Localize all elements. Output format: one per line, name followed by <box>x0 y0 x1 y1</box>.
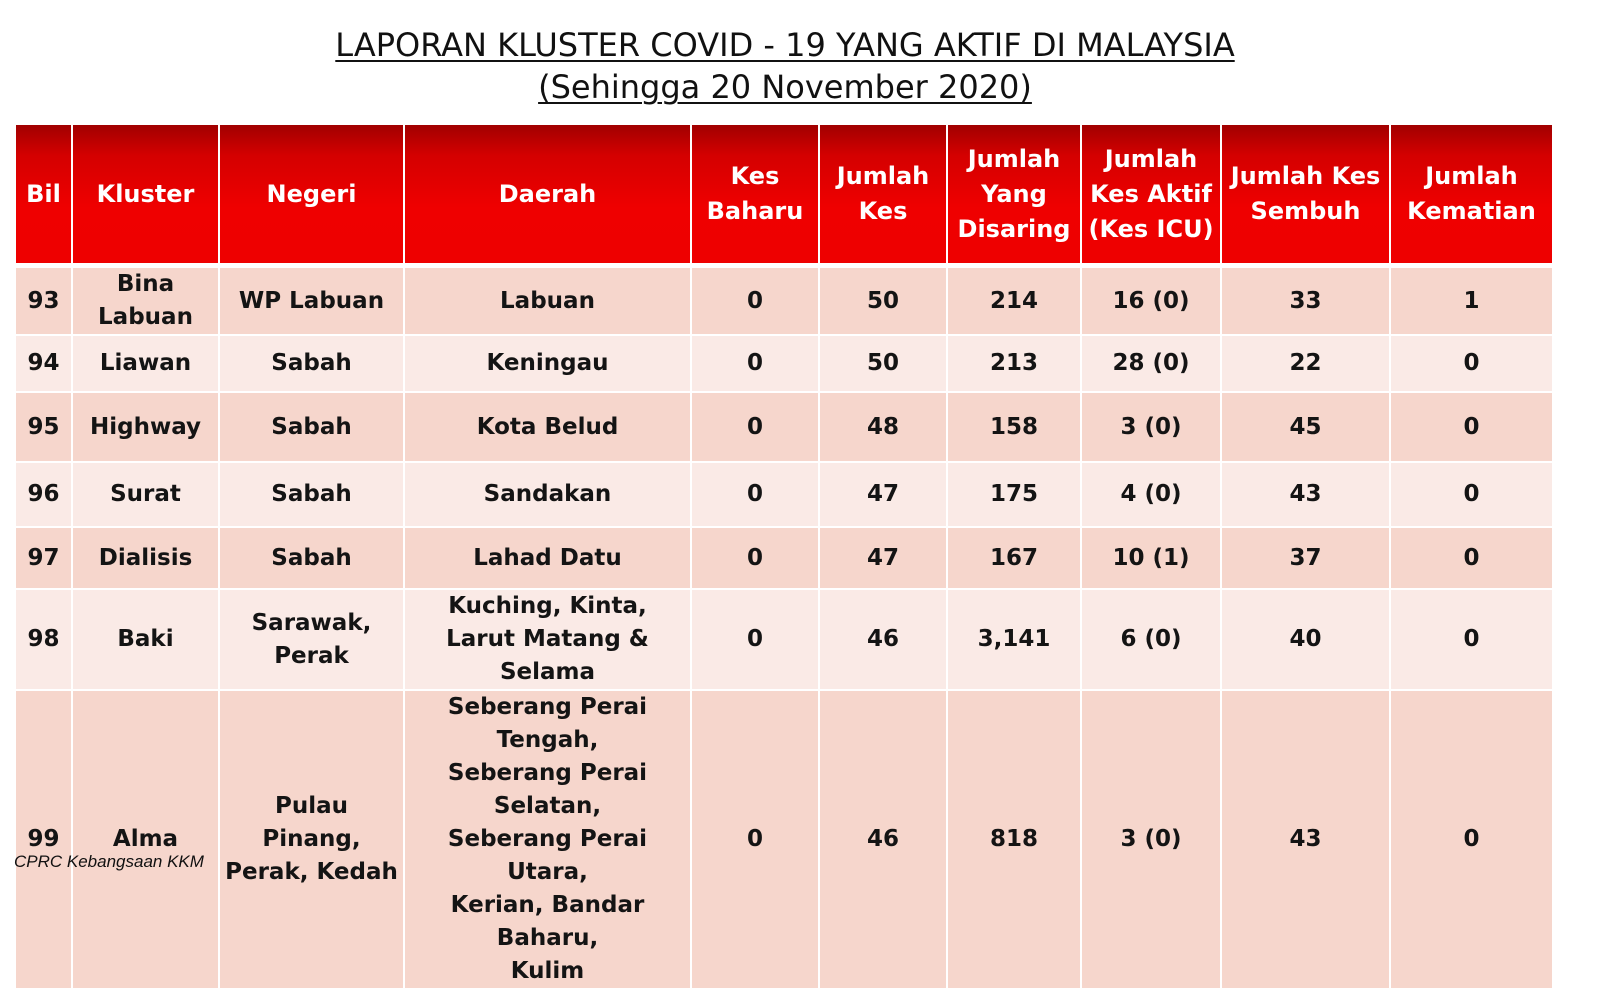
cell-jumlah-kes: 50 <box>819 266 947 336</box>
header-daerah: Daerah <box>404 124 691 266</box>
cell-negeri: Sabah <box>219 462 404 527</box>
table-row <box>15 589 1553 690</box>
cell-kluster: Dialisis <box>72 527 219 589</box>
cell-jumlah-kes: 46 <box>819 690 947 989</box>
cell-negeri: Sarawak, Perak <box>219 589 404 690</box>
cell-bil: 99 <box>15 690 72 989</box>
cell-jumlah-disaring: 214 <box>947 266 1081 336</box>
cell-jumlah-kes: 48 <box>819 392 947 462</box>
cell-jumlah-disaring: 167 <box>947 527 1081 589</box>
cell-jumlah-kes: 47 <box>819 527 947 589</box>
cell-negeri: Sabah <box>219 527 404 589</box>
cell-jumlah-kematian: 0 <box>1390 392 1553 462</box>
cell-daerah: Sandakan <box>404 462 691 527</box>
cell-jumlah-kes: 50 <box>819 335 947 392</box>
cell-bil: 94 <box>15 335 72 392</box>
cell-bil: 96 <box>15 462 72 527</box>
table-row <box>15 335 1553 392</box>
cell-kes-baharu: 0 <box>691 392 819 462</box>
cell-bil: 98 <box>15 589 72 690</box>
cell-jumlah-kes-aktif: 3 (0) <box>1081 690 1221 989</box>
cell-jumlah-kes-aktif: 10 (1) <box>1081 527 1221 589</box>
cell-daerah: Seberang Perai Tengah, Seberang Perai Selatan, Seberang Perai Utara, Kerian, Bandar Baharu, Kulim <box>404 690 691 989</box>
cell-jumlah-kes: 47 <box>819 462 947 527</box>
cell-negeri: Pulau Pinang, Perak, Kedah <box>219 690 404 989</box>
cell-jumlah-kematian: 1 <box>1390 266 1553 336</box>
title-line-1: LAPORAN KLUSTER COVID - 19 YANG AKTIF DI MALAYSIA <box>335 26 1235 64</box>
cell-jumlah-kes-aktif: 16 (0) <box>1081 266 1221 336</box>
cell-negeri: Sabah <box>219 335 404 392</box>
cell-kes-baharu: 0 <box>691 527 819 589</box>
header-kluster: Kluster <box>72 124 219 266</box>
cell-kes-baharu: 0 <box>691 690 819 989</box>
cell-jumlah-disaring: 818 <box>947 690 1081 989</box>
cell-kluster: Alma <box>72 690 219 989</box>
cell-jumlah-kematian: 0 <box>1390 527 1553 589</box>
cell-bil: 97 <box>15 527 72 589</box>
cell-jumlah-kematian: 0 <box>1390 335 1553 392</box>
cell-daerah: Kuching, Kinta, Larut Matang & Selama <box>404 589 691 690</box>
cell-jumlah-kes-aktif: 4 (0) <box>1081 462 1221 527</box>
cell-kluster: Surat <box>72 462 219 527</box>
cell-jumlah-disaring: 158 <box>947 392 1081 462</box>
cell-jumlah-kes-sembuh: 45 <box>1221 392 1390 462</box>
cell-bil: 93 <box>15 266 72 336</box>
cell-jumlah-kes-aktif: 28 (0) <box>1081 335 1221 392</box>
cell-jumlah-disaring: 175 <box>947 462 1081 527</box>
cell-jumlah-kematian: 0 <box>1390 690 1553 989</box>
cell-daerah: Labuan <box>404 266 691 336</box>
report-title <box>0 24 1570 108</box>
title-line-2: (Sehingga 20 November 2020) <box>538 68 1032 106</box>
table-row <box>15 266 1553 336</box>
cell-jumlah-kes-sembuh: 43 <box>1221 690 1390 989</box>
table-row <box>15 462 1553 527</box>
cell-jumlah-kes-sembuh: 37 <box>1221 527 1390 589</box>
header-jumlah-kematian: Jumlah Kematian <box>1390 124 1553 266</box>
header-jumlah-kes-sembuh: Jumlah Kes Sembuh <box>1221 124 1390 266</box>
header-kes-baharu: Kes Baharu <box>691 124 819 266</box>
cell-jumlah-kematian: 0 <box>1390 462 1553 527</box>
cell-jumlah-disaring: 3,141 <box>947 589 1081 690</box>
cell-negeri: WP Labuan <box>219 266 404 336</box>
cell-kes-baharu: 0 <box>691 266 819 336</box>
cell-jumlah-kematian: 0 <box>1390 589 1553 690</box>
cell-jumlah-kes-sembuh: 33 <box>1221 266 1390 336</box>
cell-kluster: Bina Labuan <box>72 266 219 336</box>
cell-kes-baharu: 0 <box>691 462 819 527</box>
cell-jumlah-kes-aktif: 3 (0) <box>1081 392 1221 462</box>
header-bil: Bil <box>15 124 72 266</box>
cell-kluster: Liawan <box>72 335 219 392</box>
table-row <box>15 690 1553 989</box>
cell-kes-baharu: 0 <box>691 335 819 392</box>
cell-daerah: Lahad Datu <box>404 527 691 589</box>
cell-jumlah-kes: 46 <box>819 589 947 690</box>
cell-daerah: Keningau <box>404 335 691 392</box>
cell-jumlah-kes-sembuh: 43 <box>1221 462 1390 527</box>
cell-daerah: Kota Belud <box>404 392 691 462</box>
cell-kluster: Baki <box>72 589 219 690</box>
table-row <box>15 392 1553 462</box>
table-row <box>15 527 1553 589</box>
header-negeri: Negeri <box>219 124 404 266</box>
cell-kluster: Highway <box>72 392 219 462</box>
cell-negeri: Sabah <box>219 392 404 462</box>
table-header-row <box>15 124 1553 266</box>
cell-kes-baharu: 0 <box>691 589 819 690</box>
header-jumlah-disaring: Jumlah Yang Disaring <box>947 124 1081 266</box>
header-jumlah-kes-aktif: Jumlah Kes Aktif (Kes ICU) <box>1081 124 1221 266</box>
cell-jumlah-kes-sembuh: 22 <box>1221 335 1390 392</box>
cell-jumlah-kes-aktif: 6 (0) <box>1081 589 1221 690</box>
cell-jumlah-disaring: 213 <box>947 335 1081 392</box>
cluster-table <box>14 123 1554 990</box>
header-jumlah-kes: Jumlah Kes <box>819 124 947 266</box>
cell-bil: 95 <box>15 392 72 462</box>
source-footer: CPRC Kebangsaan KKM <box>14 852 204 871</box>
cell-jumlah-kes-sembuh: 40 <box>1221 589 1390 690</box>
